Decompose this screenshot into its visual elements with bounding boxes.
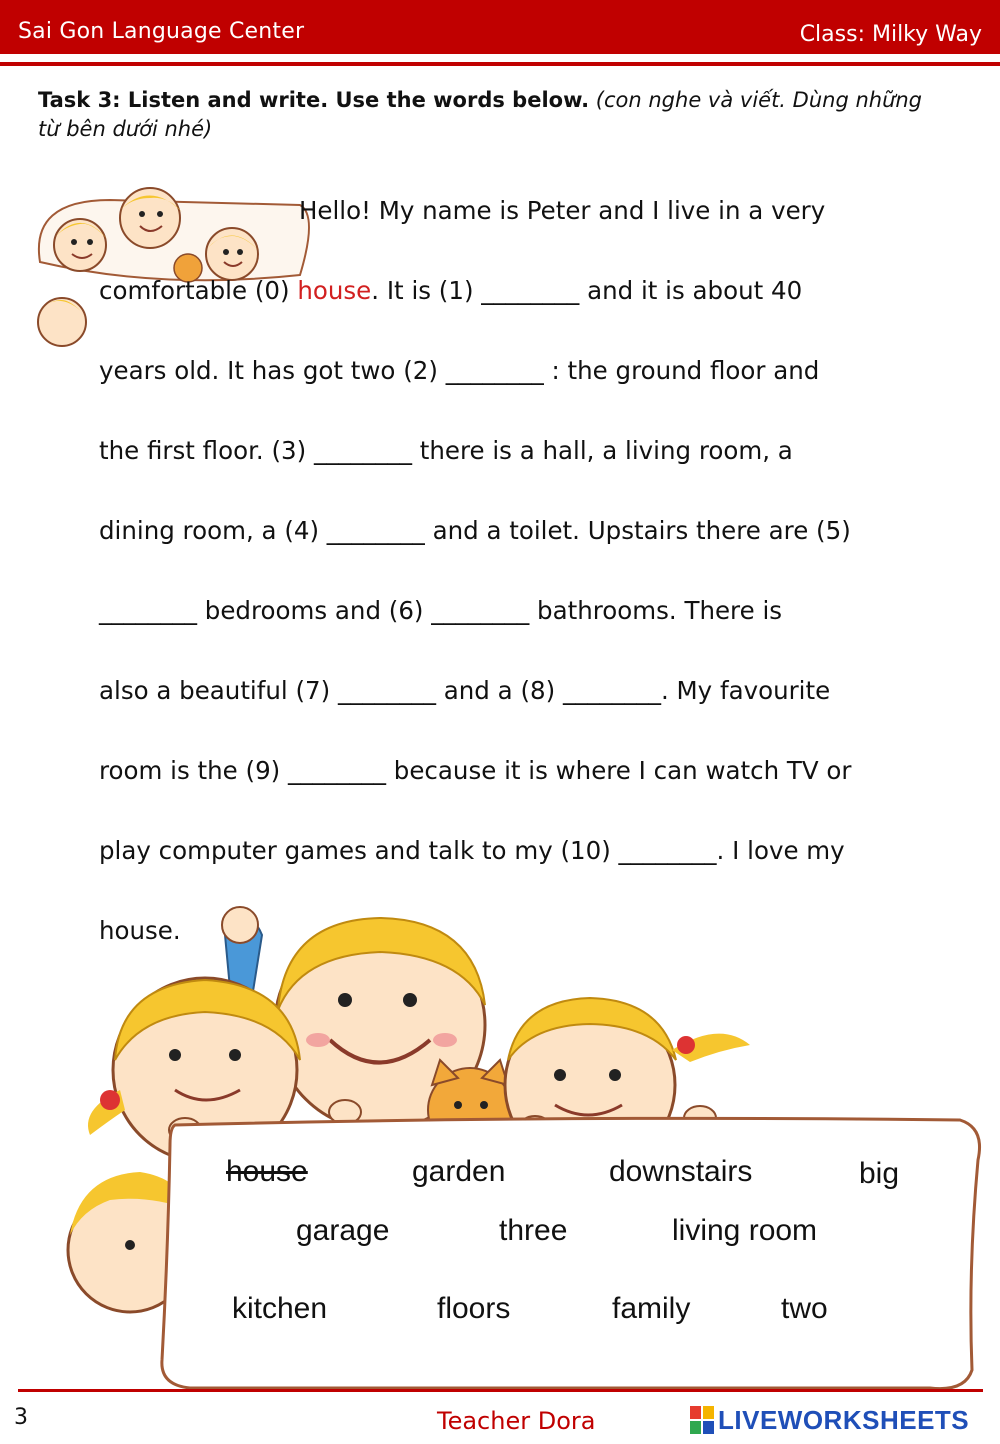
page-number: 3 [14,1405,28,1430]
footer-divider [18,1389,983,1392]
word-bank-item: floors [437,1292,511,1325]
liveworksheets-logo-icon [690,1406,714,1434]
passage-line-4: the first floor. (3) ________ there is a hall, a living room, a [99,436,793,465]
teacher-name: Teacher Dora [437,1407,596,1435]
example-answer: house [297,276,372,305]
passage-line-7: also a beautiful (7) ________ and a (8) ________. My favourite [99,676,831,705]
word-bank-item: two [781,1292,828,1325]
passage-line-10: house. [99,916,181,945]
passage-text: comfortable (0) [99,276,298,305]
word-bank-item: family [612,1292,691,1325]
liveworksheets-logo[interactable] [690,1404,969,1436]
passage-line-9: play computer games and talk to my (10) ________. I love my [99,836,845,865]
passage-line-8: room is the (9) ________ because it is where I can watch TV or [99,756,852,785]
brand-name: LIVEWORKSHEETS [718,1404,970,1435]
task-title: Task 3: Listen and write. Use the words below. [38,88,590,112]
word-bank-item: house [226,1155,308,1188]
passage-text: . It is (1) ________ and it is about 40 [371,276,803,305]
passage-line-3: years old. It has got two (2) ________ : the ground floor and [99,356,820,385]
passage-line-6: ________ bedrooms and (6) ________ bathrooms. There is [99,596,783,625]
word-bank-item: three [499,1214,568,1247]
passage-line-2 [99,276,802,316]
task-translation: (con nghe và viết. Dùng những từ bên dưới nhé) [38,88,923,141]
passage-line-5: dining room, a (4) ________ and a toilet. Upstairs there are (5) [99,516,851,545]
passage-line-1: Hello! My name is Peter and I live in a very [299,196,826,225]
word-bank-item: big [859,1157,900,1190]
center-name: Sai Gon Language Center [18,19,305,44]
word-bank-item: downstairs [609,1155,753,1188]
word-bank-item: living room [672,1214,818,1247]
word-bank-item: kitchen [232,1292,328,1325]
class-label: Class: Milky Way [799,22,982,47]
word-bank-item: garden [412,1155,506,1188]
small-kids-illustration [38,188,309,346]
word-bank-item: garage [296,1214,390,1247]
